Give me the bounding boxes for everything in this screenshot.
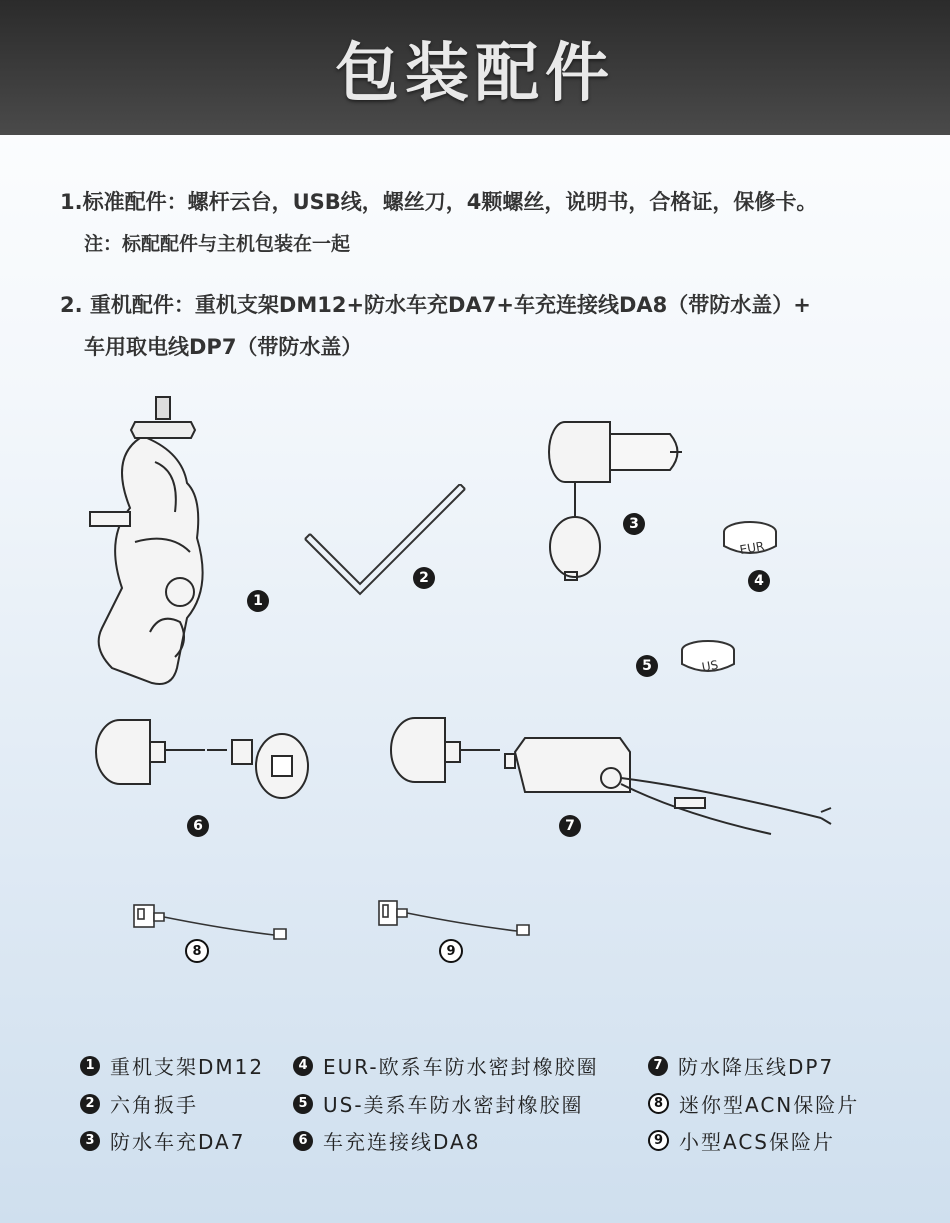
mount-bracket-illustration [80, 392, 250, 692]
legend-item [648, 1051, 834, 1080]
legend-badge: 3 [80, 1131, 100, 1151]
eur-ring-illustration [718, 518, 782, 562]
legend-item [293, 1051, 599, 1080]
legend-label: 车充连接线DA8 [323, 1130, 481, 1154]
us-ring-label: US [700, 657, 720, 675]
legend-label: 防水车充DA7 [110, 1130, 246, 1154]
legend-badge: 9 [648, 1130, 669, 1151]
heavy-accessories-text: 2. 重机配件：重机支架DM12+防水车充DA7+车充连接线DA8（带防水盖）+ [60, 293, 811, 317]
figure-9-badge: 9 [439, 939, 463, 963]
figure-8-badge: 8 [185, 939, 209, 963]
step-down-cable-illustration [385, 712, 835, 842]
legend-item [293, 1089, 584, 1118]
legend-item [80, 1126, 245, 1155]
legend-item [648, 1089, 859, 1118]
legend-badge: 2 [80, 1094, 100, 1114]
page-header [0, 0, 950, 135]
legend-item [80, 1089, 198, 1118]
figure-3-badge: 3 [623, 513, 645, 535]
connector-cable-illustration [92, 712, 314, 812]
car-charger-illustration [545, 412, 695, 582]
figure-4-badge: 4 [748, 570, 770, 592]
legend-item [293, 1126, 480, 1155]
legend-label: 六角扳手 [110, 1093, 198, 1117]
standard-accessories-text: 1.标准配件：螺杆云台，USB线，螺丝刀，4颗螺丝，说明书，合格证，保修卡。 [60, 190, 818, 214]
legend-badge: 7 [648, 1056, 668, 1076]
legend-label: US-美系车防水密封橡胶圈 [323, 1093, 584, 1117]
page-title: 包装配件 [335, 36, 615, 111]
legend-label: 重机支架DM12 [110, 1055, 265, 1079]
legend-badge: 8 [648, 1093, 669, 1114]
figure-7-badge: 7 [559, 815, 581, 837]
hex-wrench-illustration [300, 484, 470, 604]
legend-label: 迷你型ACN保险片 [679, 1093, 860, 1117]
figure-5-badge: 5 [636, 655, 658, 677]
legend-item [80, 1051, 264, 1080]
eur-ring-label: EUR [738, 538, 766, 558]
figure-2-badge: 2 [413, 567, 435, 589]
acn-fuse-tap-illustration [130, 895, 290, 943]
figure-1-badge: 1 [247, 590, 269, 612]
legend-item [648, 1126, 835, 1155]
legend-label: 小型ACS保险片 [679, 1130, 835, 1154]
legend-badge: 4 [293, 1056, 313, 1076]
note-text: 注：标配配件与主机包装在一起 [84, 233, 351, 255]
figure-6-badge: 6 [187, 815, 209, 837]
legend-badge: 6 [293, 1131, 313, 1151]
heavy-accessories-text-cont: 车用取电线DP7（带防水盖） [84, 335, 363, 359]
legend-label: EUR-欧系车防水密封橡胶圈 [323, 1055, 599, 1079]
legend-badge: 5 [293, 1094, 313, 1114]
us-ring-illustration [676, 638, 740, 682]
legend-label: 防水降压线DP7 [678, 1055, 835, 1079]
acs-fuse-tap-illustration [375, 895, 535, 943]
legend-badge: 1 [80, 1056, 100, 1076]
